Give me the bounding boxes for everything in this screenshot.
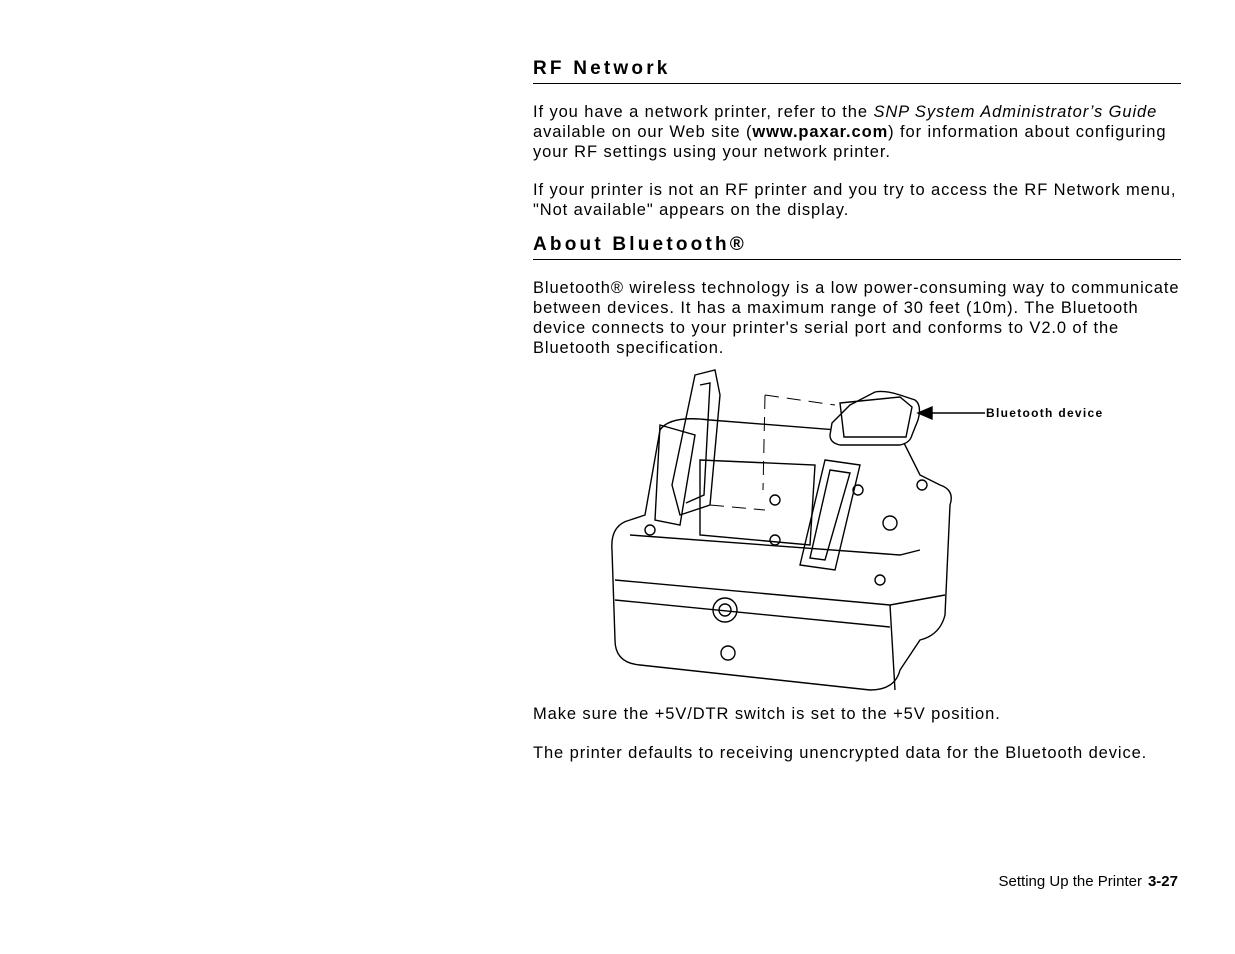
rf-p1-text-a: If you have a network printer, refer to the <box>533 103 874 121</box>
printer-knobs <box>645 480 927 660</box>
website-link[interactable]: www.paxar.com <box>752 123 889 141</box>
bluetooth-paragraph-2: Make sure the +5V/DTR switch is set to the +5V position. <box>533 705 1001 723</box>
guide-title: SNP System Administrator’s Guide <box>873 103 1158 121</box>
bluetooth-device-module <box>830 391 919 445</box>
open-door-flap <box>655 370 720 525</box>
heading-about-bluetooth: About Bluetooth® <box>533 234 1181 260</box>
page-footer <box>999 873 1178 890</box>
page-number: 3-27 <box>1147 873 1178 890</box>
rf-p1-text-c: ) for information about configuring your RF settings using your network printer. <box>533 123 1167 161</box>
bluetooth-paragraph-3: The printer defaults to receiving unencrypted data for the Bluetooth device. <box>533 744 1148 762</box>
heading-rf-network: RF Network <box>533 58 1181 84</box>
rf-paragraph-2: If your printer is not an RF printer and you try to access the RF Network menu, "Not available" appears on the display. <box>533 181 1177 219</box>
dashed-guide-lines <box>710 395 835 510</box>
callout-arrow <box>918 407 985 419</box>
footer-section-title: Setting Up the Printer <box>998 873 1142 890</box>
printer-body-outline <box>612 419 951 690</box>
bluetooth-paragraph-1: Bluetooth® wireless technology is a low power-consuming way to communicate between devices. It has a maximum range of 30 feet (10m). The Bluetooth device connects to your printer's serial port and conforms to V2.0 of the Bluetooth specification. <box>533 279 1180 357</box>
rf-p1-text-b: available on our Web site ( <box>533 123 753 141</box>
rf-paragraph-1 <box>533 102 1183 162</box>
bluetooth-device-callout-label: Bluetooth device <box>986 406 1104 420</box>
